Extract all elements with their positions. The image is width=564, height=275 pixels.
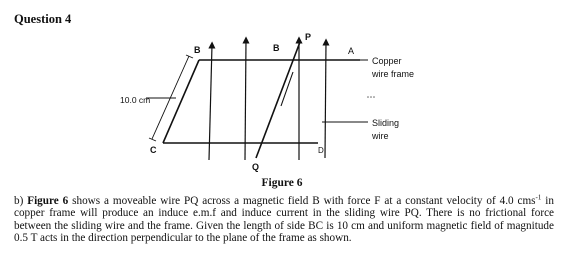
label-sliding-2: wire (372, 131, 389, 141)
figure-reference: Figure 6 (27, 195, 69, 207)
label-q: Q (252, 162, 260, 172)
question-text (14, 195, 554, 245)
label-a: A (348, 46, 355, 56)
dotted-mark (367, 96, 375, 98)
copper-wire-frame (163, 60, 360, 143)
label-length: 10.0 cm (120, 95, 151, 105)
question-heading: Question 4 (14, 12, 72, 26)
label-copper-2: wire frame (372, 69, 415, 79)
label-b-right: B (273, 43, 280, 53)
label-b-left: B (194, 45, 201, 55)
annotation-leaders (146, 60, 368, 122)
label-c: C (150, 145, 157, 155)
unit-exponent: -1 (535, 193, 542, 202)
text-segment-1: shows a moveable wire PQ across a magnetic field B with force F at a constant velocity of 4.0 cms (68, 195, 536, 207)
text-segment-2: in copper frame will produce an induce e.m.f and induce current in the sliding wire PQ. There is no frictional force between the sliding wire and the frame. Given the length of side BC is 10 cm and uniform magnetic field of magnitude 0.5 T acts in the direction perpendicular to the plane of the frame as shown. (14, 195, 554, 245)
label-p: P (305, 32, 312, 42)
label-d: D (318, 146, 324, 155)
magnetic-field-arrows (209, 40, 326, 160)
label-sliding-1: Sliding (372, 118, 400, 128)
label-copper-1: Copper (372, 56, 402, 66)
part-label: b) (14, 195, 24, 207)
figure-caption: Figure 6 (261, 177, 303, 189)
